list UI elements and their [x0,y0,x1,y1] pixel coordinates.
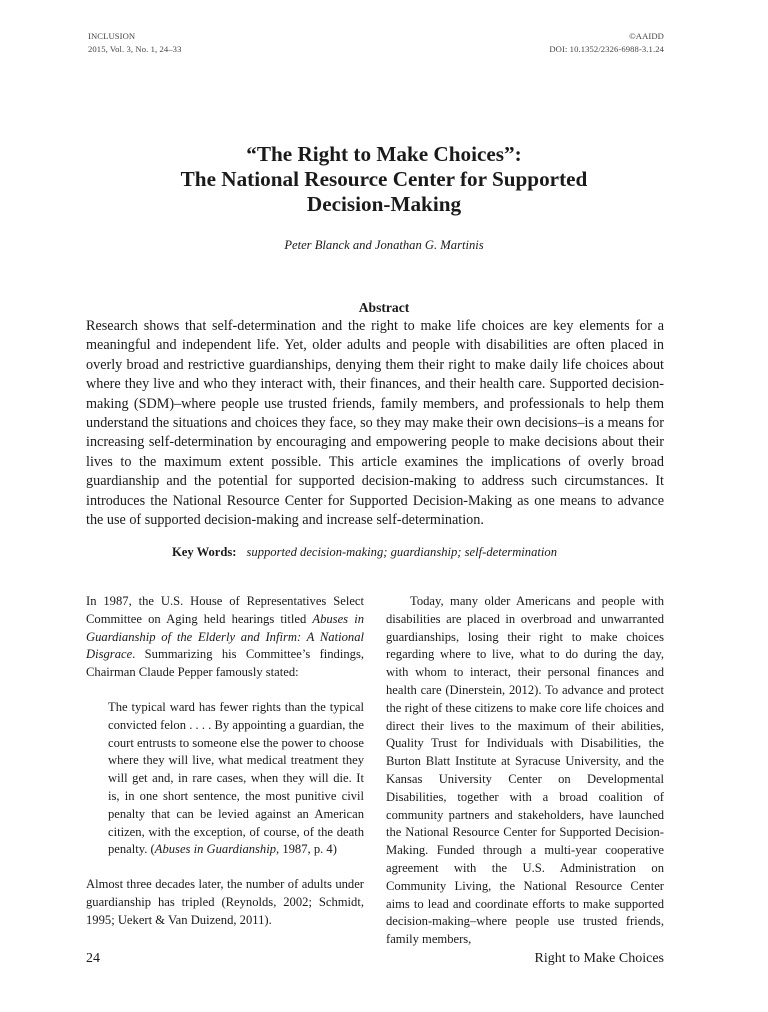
intro-text-b: . Summarizing his Committee’s findings, Chairman Claude Pepper famously stated: [86,647,364,680]
author-list: Peter Blanck and Jonathan G. Martinis [284,238,484,252]
left-column [86,593,364,930]
keywords-label: Key Words: [172,545,237,559]
intro-text-a: In 1987, the U.S. House of Representatives Select Committee on Aging held hearings titled [86,594,364,626]
quote-citation-end: , 1987, p. 4) [276,842,337,857]
hearing-title: Abuses in Guardianship of the Elderly and Infirm: A National Disgrace [86,611,364,662]
running-footer-title: Right to Make Choices [534,951,664,966]
running-header-left [88,30,181,56]
right-paragraph: Today, many older Americans and people with disabilities are placed in overbroad and unwarranted guardianships, losing their right to make choices regarding where to live, what to do during the day, with whom to interact, their personal finances and health care (Dinerstein, 2012). To advance and protect the right of these citizens to make core life choices and direct their lives to the maximum of their abilities, Quality Trust for Individuals with Disabilities, the Burton Blatt Institute at Syracuse University, and the Kansas University Center on Developmental Disabilities, together with a broad coalition of community partners and stakeholders, have launched the National Resource Center for Supported Decision-Making. Funded through a multi-year cooperative agreement with the U.S. Administration on Community Living, the National Resource Center aims to lead and coordinate efforts to make supported decision-making–where people use trusted friends, family members, [386,594,664,947]
quote-text: The typical ward has fewer rights than the typical convicted felon . . . . By appointing a guardian, the court entrusts to someone else the power to choose where they will live, what medical treatment they will get and, in rare cases, when they will die. It is, in one short sentence, the most punitive civil penalty that can be levied against an American citizen, with the exception, of course, of the death penalty. ( [108,699,365,857]
right-column [386,593,664,949]
keywords-value: supported decision-making; guardianship; self-determination [246,545,557,559]
title-line-2: The National Resource Center for Supported [180,167,588,191]
journal-volume: 2015, Vol. 3, No. 1, 24–33 [88,44,182,54]
title-line-3: Decision-Making [306,192,462,216]
abstract-heading: Abstract [358,300,410,315]
intro-paragraph [86,593,364,682]
quote-citation: Abuses in Guardianship [154,842,277,857]
paragraph-2: Almost three decades later, the number of adults under guardianship has tripled (Reynolds, 2002; Schmidt, 1995; Uekert & Van Duizend, 2011). [86,877,364,927]
page-number: 24 [86,951,100,966]
title-line-1: “The Right to Make Choices”: [246,142,522,166]
keywords [172,545,557,560]
article-title [0,142,768,217]
journal-name: INCLUSION [88,31,136,41]
abstract-body: Research shows that self-determination and the right to make life choices are key elements for a meaningful and independent life. Yet, older adults and people with disabilities are often placed in overly broad and restrictive guardianships, denying them their right to make daily life choices about where they live and who they interact with, their finances, and their health care. Supported decision-making (SDM)–where people use trusted friends, family members, and professionals to help them understand the situations and choices they face, so they may make their own decisions–is a means for increasing self-determination by encouraging and empowering people to make decisions about their lives to the maximum extent possible. This article examines the implications of overly broad guardianship and the potential for supported decision-making to address such circumstances. It introduces the National Resource Center for Supported Decision-Making as one means to advance the use of supported decision-making and increase self-determination. [86,318,664,529]
copyright-notice: ©AAIDD [629,31,664,41]
doi: DOI: 10.1352/2326-6988-3.1.24 [549,44,664,54]
block-quote [108,699,364,859]
running-header-right [549,30,664,56]
